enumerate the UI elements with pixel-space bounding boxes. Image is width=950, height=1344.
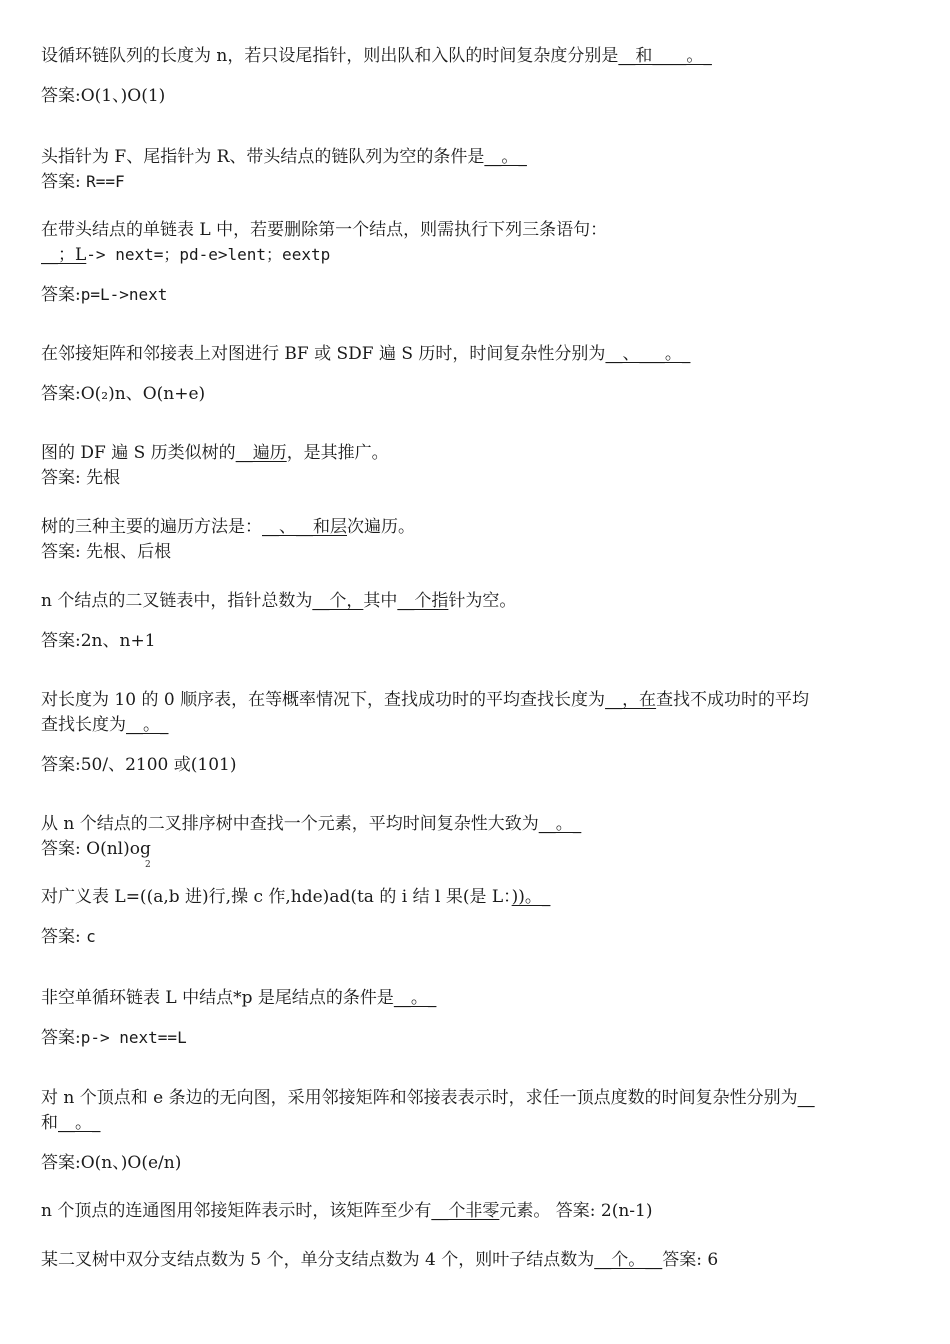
question-text-mid: 其中: [363, 591, 398, 611]
answer-label: 答案:: [41, 542, 87, 562]
subscript: 2: [145, 860, 151, 870]
answer-label: 答案:: [41, 1153, 81, 1173]
answer-blank: __。_: [126, 715, 169, 735]
question-8: [41, 688, 910, 712]
question-8-cont: [41, 713, 910, 737]
question-text: 对长度为 10 的 0 顺序表，在等概率情况下，查找成功时的平均查找长度为: [41, 690, 606, 710]
question-11: [41, 986, 910, 1010]
answer-blank: __个非零: [431, 1201, 500, 1221]
code-text: -> next=；pd-e>lent；eextp: [86, 245, 331, 264]
question-text: 对 n 个顶点和 e 条边的无向图，采用邻接矩阵和邻接表表示时，求任一顶点度数的时间复杂性分别为: [41, 1088, 798, 1108]
answer-blank: __。_: [484, 147, 527, 167]
question-13: [41, 1199, 910, 1223]
answer-blank: __；L: [41, 245, 87, 265]
answer-label: 答案:: [41, 285, 81, 305]
answer-1: [41, 84, 910, 108]
answer-blank: __、__和层: [262, 517, 347, 537]
answer-10: [41, 925, 910, 949]
answer-text: O(₂)n、O(n+e): [80, 384, 206, 404]
question-text: n 个顶点的连通图用邻接矩阵表示时，该矩阵至少有: [41, 1201, 432, 1221]
question-text-post: 答案: 6: [662, 1250, 719, 1270]
answer-6: [41, 540, 910, 564]
answer-text: c: [86, 927, 96, 946]
answer-text: 50/、2100 或(101): [80, 755, 237, 775]
question-5: [41, 441, 910, 465]
question-text-post: 元素。 答案: 2(n-1): [499, 1201, 653, 1221]
answer-text: p-> next==L: [80, 1028, 187, 1047]
answer-blank: __和____。_: [618, 46, 712, 66]
answer-11: [41, 1026, 910, 1050]
question-3-code: [41, 243, 910, 267]
question-text: 从 n 个结点的二叉排序树中查找一个元素，平均时间复杂性大致为: [41, 814, 539, 834]
answer-text: O(1、)O(1): [80, 86, 166, 106]
answer-label: 答案:: [41, 172, 87, 192]
question-text: 在邻接矩阵和邻接表上对图进行 BF 或 SDF 遍 S 历时，时间复杂性分别为: [41, 344, 606, 364]
question-text: 查找长度为: [41, 715, 126, 735]
question-text-post: 针为空。: [448, 591, 517, 611]
question-text-post: 次遍历。: [347, 517, 415, 537]
question-text-post: ，是其推广。: [286, 443, 389, 463]
question-10: [41, 885, 910, 909]
answer-blank: __，在: [605, 690, 657, 710]
question-text: 图的 DF 遍 S 历类似树的: [41, 443, 236, 463]
question-text: n 个结点的二叉链表中，指针总数为: [41, 591, 313, 611]
answer-text: O(n、)O(e/n): [80, 1153, 182, 1173]
answer-blank: __。_: [538, 814, 582, 834]
answer-label: 答案:: [41, 631, 81, 651]
answer-blank: __个指: [397, 591, 449, 611]
question-9: [41, 812, 910, 836]
question-2: [41, 145, 910, 169]
question-12-cont: [41, 1111, 910, 1135]
question-text: 在带头结点的单链表 L 中，若要删除第一个结点，则需执行下列三条语句：: [41, 220, 608, 240]
answer-blank: ))。_: [511, 887, 551, 907]
question-4: [41, 342, 910, 366]
question-3: [41, 218, 910, 242]
question-text: 和: [41, 1113, 58, 1133]
answer-text: p=L->next: [80, 285, 168, 304]
question-text: 对广义表 L=((a,b 进)行,操 c 作,hde)ad(ta 的 i 结 l 果(是 L：: [41, 887, 512, 907]
answer-blank: __: [797, 1088, 815, 1108]
question-text: 树的三种主要的遍历方法是：: [41, 517, 262, 537]
answer-7: [41, 629, 910, 653]
answer-text: 先根: [86, 468, 121, 488]
answer-12: [41, 1151, 910, 1175]
answer-label: 答案:: [41, 384, 81, 404]
question-text-post: 查找不成功时的平均: [656, 690, 810, 710]
question-6: [41, 515, 910, 539]
answer-label: 答案:: [41, 755, 81, 775]
answer-text: O(nl)og: [86, 839, 151, 859]
answer-3: [41, 283, 910, 307]
answer-blank: __个。__: [594, 1250, 663, 1270]
answer-label: 答案:: [41, 927, 87, 947]
answer-label: 答案:: [41, 86, 81, 106]
answer-text: 2n、n+1: [80, 631, 156, 651]
question-1: [41, 44, 910, 68]
answer-4: [41, 382, 910, 406]
answer-blank: __遍历: [235, 443, 287, 463]
answer-blank: __个，: [312, 591, 364, 611]
answer-blank: __。_: [393, 988, 437, 1008]
answer-label: 答案:: [41, 468, 87, 488]
question-text: 头指针为 F、尾指针为 R、带头结点的链队列为空的条件是: [41, 147, 485, 167]
answer-text: 先根、后根: [86, 542, 172, 562]
answer-text: R==F: [86, 172, 125, 191]
question-7: [41, 589, 910, 613]
answer-blank: __。_: [58, 1113, 101, 1133]
question-14: [41, 1248, 910, 1272]
question-12: [41, 1086, 910, 1110]
answer-8: [41, 753, 910, 777]
answer-blank: __、___。_: [605, 344, 691, 364]
answer-2: [41, 170, 910, 194]
question-text: 某二叉树中双分支结点数为 5 个，单分支结点数为 4 个，则叶子结点数为: [41, 1250, 595, 1270]
question-text: 非空单循环链表 L 中结点*p 是尾结点的条件是: [41, 988, 394, 1008]
question-text: 设循环链队列的长度为 n，若只设尾指针，则出队和入队的时间复杂度分别是: [41, 46, 619, 66]
answer-5: [41, 466, 910, 490]
answer-label: 答案:: [41, 839, 87, 859]
answer-9: [41, 837, 910, 861]
answer-label: 答案:: [41, 1028, 81, 1048]
